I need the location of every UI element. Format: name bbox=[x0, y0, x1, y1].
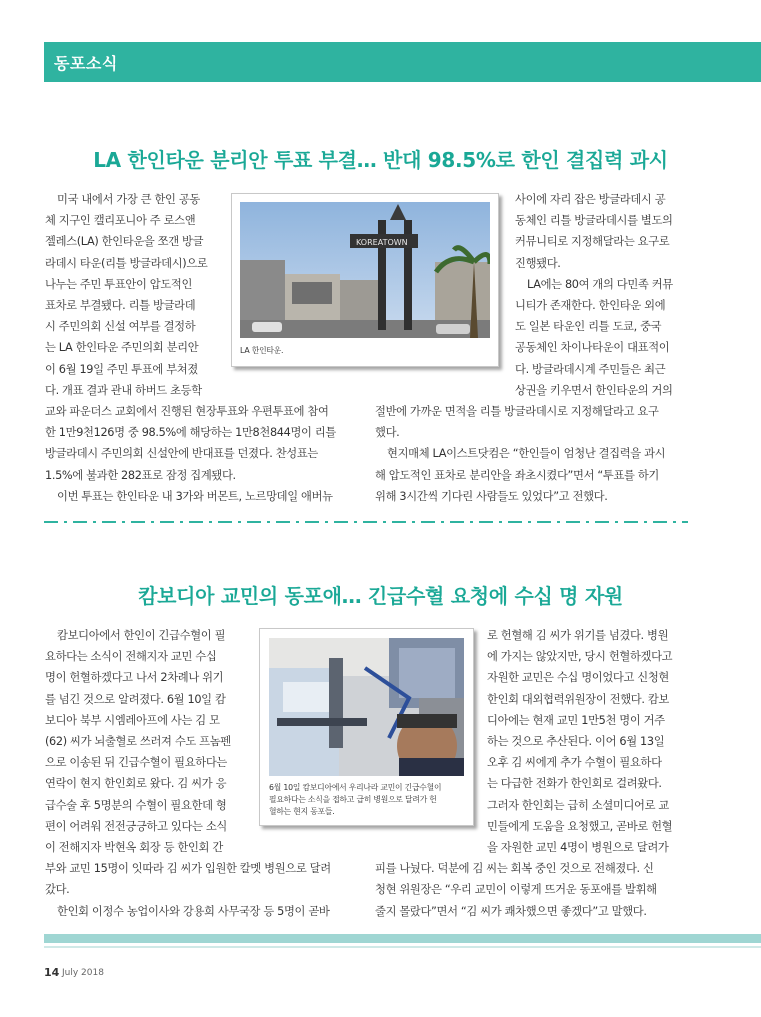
text-line: 해 압도적인 표차로 분리안을 좌초시켰다”면서 “투표를 하기 bbox=[375, 468, 659, 482]
text-line: 급수술 후 5명분의 수혈이 필요한데 형 bbox=[45, 798, 227, 812]
text-line: 공동체인 차이나타운이 대표적이 bbox=[515, 341, 670, 355]
text-line: 민들에게 도움을 요청했고, 곧바로 헌혈 bbox=[487, 819, 673, 833]
text-line: 1.5%에 불과한 282표로 잠정 집계됐다. bbox=[45, 468, 236, 482]
text-line: 줄지 몰랐다”면서 “김 씨가 쾌차했으면 좋겠다”고 말했다. bbox=[375, 904, 647, 918]
article1-photo-frame bbox=[231, 193, 499, 367]
text-line: 커뮤니티로 지정해달라는 요구로 bbox=[515, 235, 670, 249]
text-line: 니티가 존재한다. 한인타운 외에 bbox=[515, 299, 666, 313]
text-line: 갔다. bbox=[45, 883, 70, 897]
text-line: 한 1만9천126명 중 98.5%에 해당하는 1만8천844명이 리틀 bbox=[45, 426, 336, 440]
caption-line: 필요하다는 소식을 접하고 급히 병원으로 달려가 헌 bbox=[269, 795, 437, 804]
issue-date: July 2018 bbox=[62, 968, 104, 978]
text-line: 미국 내에서 가장 큰 한인 공동 bbox=[57, 193, 200, 206]
text-line: 캄보디아에서 한인이 긴급수혈이 필 bbox=[57, 629, 226, 642]
koreatown-street-photo bbox=[240, 202, 490, 338]
text-line: 에 가지는 않았지만, 당시 헌혈하겠다고 bbox=[487, 650, 673, 664]
text-line: 연락이 현지 한인회로 왔다. 김 씨가 응 bbox=[45, 777, 227, 791]
section-label: 동포소식 bbox=[54, 54, 118, 73]
text-line: 는 LA 한인타운 주민의회 분리안 bbox=[45, 341, 199, 355]
text-line: 도 일본 타운인 리틀 도쿄, 중국 bbox=[515, 320, 662, 334]
article1-photo-caption: LA 한인타운. bbox=[240, 346, 284, 355]
text-line: 는 다급한 전화가 한인회로 걸려왔다. bbox=[487, 777, 662, 791]
text-line: 그러자 한인회는 급히 소셜미디어로 교 bbox=[487, 798, 669, 812]
text-line: 명이 헌혈하겠다고 나서 2차례나 위기 bbox=[45, 671, 224, 685]
text-line: 표차로 부결됐다. 리틀 방글라데 bbox=[45, 299, 196, 313]
page-number: 14 bbox=[44, 966, 60, 979]
text-line: 으로 이송된 뒤 긴급수혈이 필요하다는 bbox=[45, 756, 227, 770]
section-header-bar bbox=[44, 42, 761, 82]
text-line: 젤레스(LA) 한인타운을 쪼갠 방글 bbox=[45, 235, 204, 249]
text-line: 이번 투표는 한인타운 내 3가와 버몬트, 노르망데일 애버뉴 bbox=[57, 489, 333, 503]
article2-title: 캄보디아 교민의 동포애… 긴급수혈 요청에 수십 명 자원 bbox=[138, 584, 623, 608]
text-line: 체 지구인 캘리포니아 주 로스앤 bbox=[45, 214, 196, 228]
text-line: 디아에는 현재 교민 1만5천 명이 거주 bbox=[487, 713, 665, 727]
article2-photo-caption bbox=[269, 782, 441, 818]
text-line: 다. 방글라데시계 주민들은 최근 bbox=[515, 362, 666, 376]
text-line: 시 주민의회 신설 여부를 결정하 bbox=[45, 320, 196, 334]
text-line: 다. 개표 결과 관내 하버드 초등학 bbox=[45, 383, 202, 397]
text-line: 요하다는 소식이 전해지자 교민 수십 bbox=[45, 650, 217, 664]
text-line: 상권을 키우면서 한인타운의 거의 bbox=[515, 383, 673, 397]
blood-donation-photo bbox=[269, 638, 464, 776]
text-line: 피를 나눴다. 덕분에 김 씨는 회복 중인 것으로 전해졌다. 신 bbox=[375, 862, 654, 876]
text-line: 하는 것으로 추산된다. 이어 6월 13일 bbox=[487, 735, 665, 749]
footer-line bbox=[44, 946, 761, 948]
caption-line: 6월 10일 캄보디아에서 우리나라 교민이 긴급수혈이 bbox=[269, 783, 442, 792]
text-line: 보디아 북부 시엠레아프에 사는 김 모 bbox=[45, 713, 220, 727]
article2-photo-frame bbox=[259, 628, 474, 826]
footer-bar bbox=[44, 934, 761, 943]
text-line: 한인회 대외협력위원장이 전했다. 캄보 bbox=[487, 692, 669, 706]
text-line: 절반에 가까운 면적을 리틀 방글라데시로 지정해달라고 요구 bbox=[375, 405, 659, 419]
text-line: 편이 어려워 전전긍긍하고 있다는 소식 bbox=[45, 819, 227, 833]
text-line: 오후 김 씨에게 추가 수혈이 필요하다 bbox=[487, 756, 662, 770]
text-line: 현지매체 LA이스트닷컴은 “한인들이 엄청난 결집력을 과시 bbox=[387, 447, 666, 461]
text-line: 이 전해지자 박현옥 회장 등 한인회 간 bbox=[45, 841, 223, 855]
text-line: 청현 위원장은 “우리 교민이 이렇게 뜨거운 동포애를 발휘해 bbox=[375, 883, 657, 897]
text-line: 이 6월 19일 주민 투표에 부쳐졌 bbox=[45, 362, 198, 376]
text-line: 사이에 자리 잡은 방글라데시 공 bbox=[515, 193, 666, 206]
text-line: 부와 교민 15명이 잇따라 김 씨가 입원한 칼멧 병원으로 달려 bbox=[45, 862, 331, 876]
text-line: 자원한 교민은 수십 명이었다고 신청현 bbox=[487, 671, 669, 685]
text-line: 로 헌혈해 김 씨가 위기를 넘겼다. 병원 bbox=[487, 629, 669, 642]
text-line: 위해 3시간씩 기다린 사람들도 있었다”고 전했다. bbox=[375, 489, 608, 503]
sign-text: KOREATOWN bbox=[356, 238, 408, 247]
text-line: 동체인 리틀 방글라데시를 별도의 bbox=[515, 214, 673, 228]
text-line: LA에는 80여 개의 다민족 커뮤 bbox=[527, 277, 673, 291]
article-divider bbox=[44, 521, 688, 523]
text-line: (62) 씨가 뇌출혈로 쓰러져 수도 프놈펜 bbox=[45, 735, 231, 749]
text-line: 나누는 주민 투표안이 압도적인 bbox=[45, 277, 193, 291]
text-line: 를 넘긴 것으로 알려졌다. 6월 10일 캄 bbox=[45, 692, 226, 706]
text-line: 한인회 이정수 농업이사와 강용희 사무국장 등 5명이 곧바 bbox=[57, 904, 330, 918]
article1-title: LA 한인타운 분리안 투표 부결… 반대 98.5%로 한인 결집력 과시 bbox=[93, 148, 668, 172]
text-line: 진행됐다. bbox=[515, 256, 561, 270]
text-line: 을 자원한 교민 4명이 병원으로 달려가 bbox=[487, 841, 669, 855]
text-line: 방글라데시 주민의회 신설안에 반대표를 던졌다. 찬성표는 bbox=[45, 447, 318, 461]
text-line: 라데시 타운(리틀 방글라데시)으로 bbox=[45, 256, 208, 270]
text-line: 교와 파운더스 교회에서 진행된 현장투표와 우편투표에 참여 bbox=[45, 405, 329, 419]
caption-line: 혈하는 현지 동포들. bbox=[269, 807, 335, 816]
text-line: 했다. bbox=[375, 426, 400, 440]
